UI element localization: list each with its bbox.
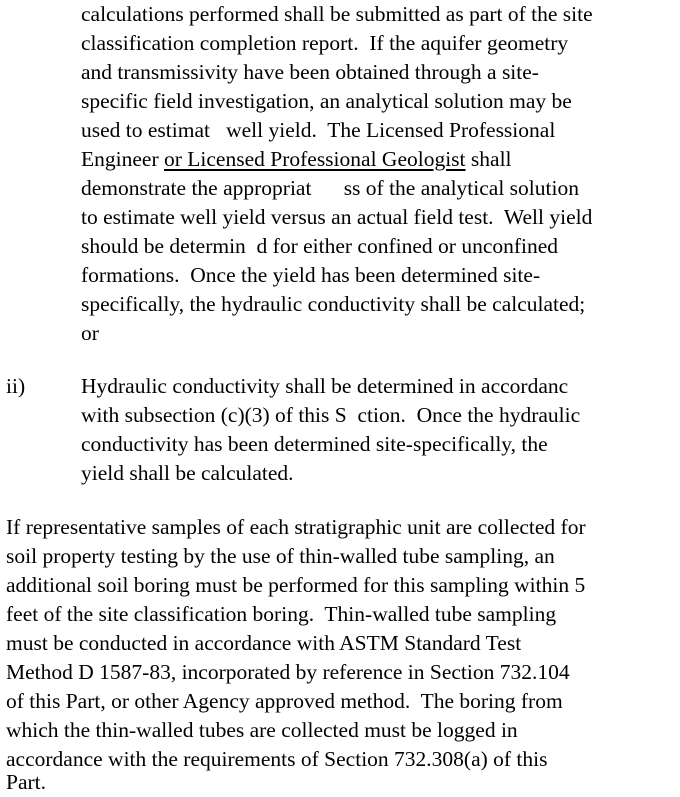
text-line: classification completion report. If the aquifer geometry — [81, 31, 569, 55]
text-line: additional soil boring must be performed for this sampling within 5 — [6, 573, 586, 597]
text-line: formations. Once the yield has been determined site- — [81, 263, 541, 287]
text-line: or — [81, 321, 99, 345]
text-line: which the thin-walled tubes are collected must be logged in — [6, 718, 518, 742]
text-line: accordance with the requirements of Section 732.308(a) of this — [6, 747, 548, 771]
text-line: specific field investigation, an analytical solution may be — [81, 89, 572, 113]
text-line: should be determin d for either confined or unconfined — [81, 234, 559, 258]
text-line: If representative samples of each stratigraphic unit are collected for — [6, 515, 586, 539]
text-line: demonstrate the appropriat ss of the analytical solution — [81, 176, 579, 200]
text-line: with subsection (c)(3) of this S ction. Once the hydraulic — [81, 403, 581, 427]
text-line: soil property testing by the use of thin-walled tube sampling, an — [6, 544, 555, 568]
text-line: feet of the site classification boring. Thin-walled tube sampling — [6, 602, 557, 626]
text-line: Hydraulic conductivity shall be determined in accordanc — [81, 374, 569, 398]
text-line: and transmissivity have been obtained through a site- — [81, 60, 539, 84]
text-line: specifically, the hydraulic conductivity shall be calculated; — [81, 292, 586, 316]
list-marker: ii) — [6, 374, 26, 398]
underlined-insertion: or Licensed Professional Geologist — [163, 147, 466, 171]
text-line: used to estimat well yield. The Licensed Professional — [81, 118, 556, 142]
text-line: yield shall be calculated. — [81, 461, 294, 485]
text-line: calculations performed shall be submitted as part of the site — [81, 2, 593, 26]
text-line: must be conducted in accordance with ASTM Standard Test — [6, 631, 522, 655]
text-line: to estimate well yield versus an actual field test. Well yield — [81, 205, 593, 229]
text-line — [81, 145, 512, 174]
text-run: shall — [465, 147, 512, 171]
text-run: Engineer — [81, 147, 164, 171]
text-line: conductivity has been determined site-specifically, the — [81, 432, 548, 456]
text-line: Method D 1587-83, incorporated by reference in Section 732.104 — [6, 660, 570, 684]
text-line: of this Part, or other Agency approved method. The boring from — [6, 689, 563, 713]
text-line: Part. — [6, 770, 47, 794]
